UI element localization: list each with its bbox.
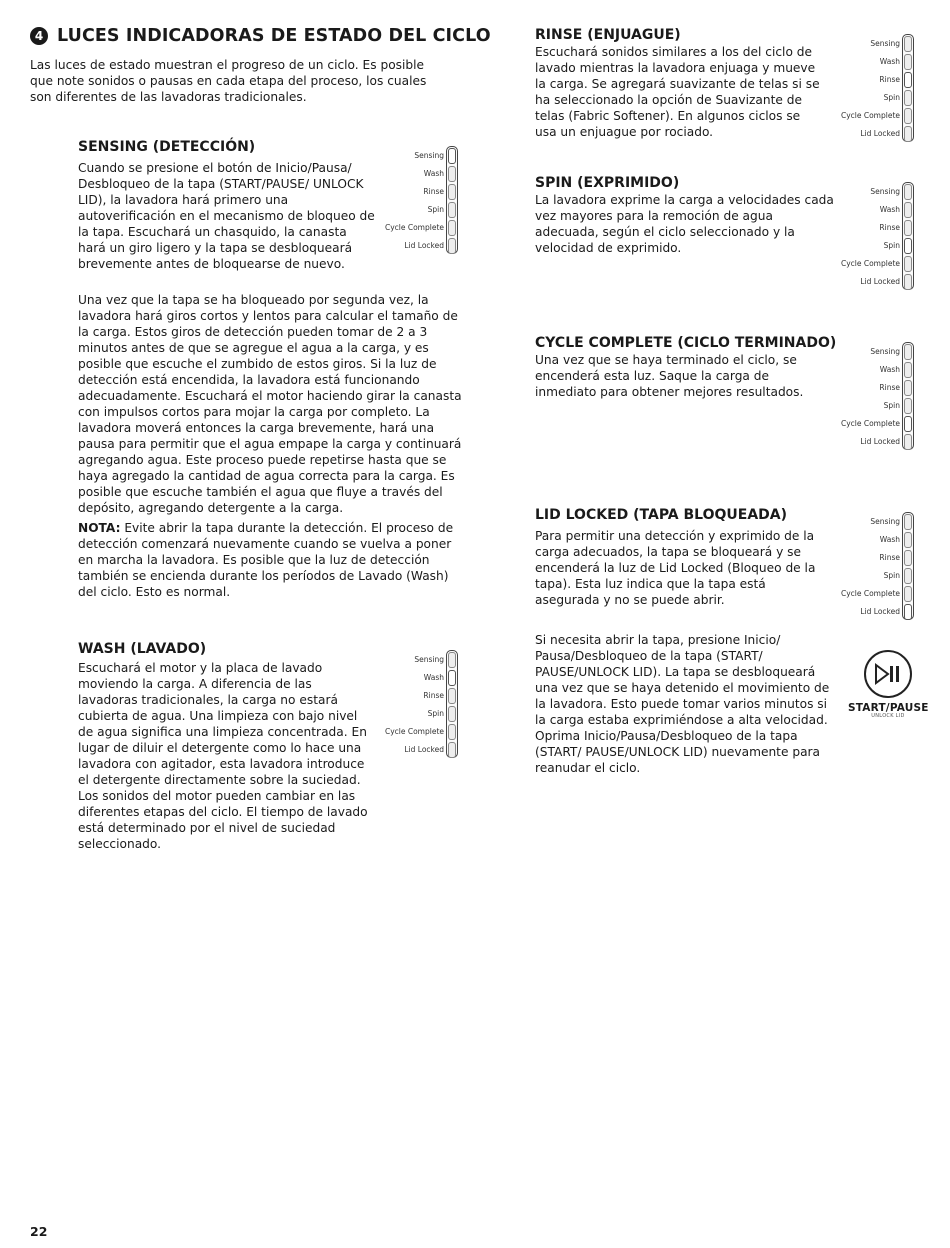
status-light bbox=[904, 126, 912, 142]
status-light bbox=[448, 184, 456, 200]
status-light bbox=[904, 398, 912, 414]
status-label-rinse: Rinse bbox=[879, 382, 900, 392]
rinse-paragraph: Escuchará sonidos similares a los del ciclo de lavado mientras la lavadora enjuaga y mueve la carga. Se agregará suavizante de telas si se ha seleccionado la opción de Suavizante de telas (Fabric Softener). En algunos ciclos se usa un enjuague por rociado. bbox=[535, 45, 820, 139]
status-label-rinse: Rinse bbox=[423, 186, 444, 196]
start-pause-label: START/PAUSE bbox=[848, 702, 929, 714]
status-light bbox=[904, 54, 912, 70]
status-light bbox=[904, 72, 912, 88]
spin-paragraph: La lavadora exprime la carga a velocidades cada vez mayores para la remoción de agua adecuada, según el ciclo seleccionado y la velocidad de exprimido. bbox=[535, 193, 834, 255]
status-light bbox=[448, 706, 456, 722]
status-light bbox=[904, 90, 912, 106]
status-light bbox=[448, 688, 456, 704]
note-text: Evite abrir la tapa durante la detección. El proceso de detección comenzará nuevamente cuando se vuelva a poner en marcha la lavadora. Es posible que la luz de detección también se encienda durante los períodos de Lavado (Wash) del ciclo. Esto es normal. bbox=[78, 521, 454, 599]
status-light bbox=[904, 514, 912, 530]
status-light bbox=[448, 220, 456, 236]
wash-paragraph: Escuchará el motor y la placa de lavado moviendo la carga. A diferencia de las lavadoras tradicionales, la carga no estará cubierta de agua. Una limpieza con bajo nivel de agua significa una limpieza concentrada. En lugar de diluir el detergente como lo hace una lavadora con agitador, esta lavadora introduce el detergente directamente sobre la suciedad. Los sonidos del motor pueden cambiar en las diferentes etapas del ciclo. El tiempo de lavado está determinado por el nivel de suciedad seleccionado. bbox=[78, 661, 368, 851]
status-panel-lid-locked bbox=[826, 512, 914, 620]
status-light bbox=[904, 362, 912, 378]
spin-section bbox=[535, 174, 835, 256]
status-label-wash: Wash bbox=[879, 534, 900, 544]
status-label-wash: Wash bbox=[879, 204, 900, 214]
status-light bbox=[904, 220, 912, 236]
start-pause-illustration bbox=[848, 650, 928, 719]
lid-locked-paragraph-2: Si necesita abrir la tapa, presione Inicio/ Pausa/Desbloqueo de la tapa (START/ PAUSE/UNLOCK LID). La tapa se desbloqueará una vez que se haya detenido el movimiento de la lavadora. Esto puede tomar varios minutos si la carga estaba exprimiéndose a alta velocidad. Oprima Inicio/Pausa/Desbloqueo de la tapa (START/ PAUSE/UNLOCK LID) nuevamente para reanudar el ciclo. bbox=[535, 633, 830, 775]
status-label-spin: Spin bbox=[883, 240, 900, 250]
status-label-wash: Wash bbox=[423, 672, 444, 682]
status-label-rinse: Rinse bbox=[423, 690, 444, 700]
status-label-spin: Spin bbox=[427, 708, 444, 718]
sensing-section-cont bbox=[78, 292, 468, 600]
unlock-lid-sublabel: UNLOCK LID bbox=[871, 713, 905, 719]
status-light bbox=[448, 652, 456, 668]
status-light bbox=[448, 742, 456, 758]
status-light bbox=[904, 586, 912, 602]
lid-locked-title: LID LOCKED (TAPA BLOQUEADA) bbox=[535, 507, 788, 523]
status-label-rinse: Rinse bbox=[879, 74, 900, 84]
lid-locked-section-cont bbox=[535, 632, 835, 776]
play-pause-icon bbox=[864, 650, 912, 698]
step-number-badge: 4 bbox=[30, 27, 48, 45]
status-label-cycle-complete: Cycle Complete bbox=[840, 588, 900, 598]
status-label-cycle-complete: Cycle Complete bbox=[840, 110, 900, 120]
status-panel-cycle-complete bbox=[826, 342, 914, 450]
status-light bbox=[904, 274, 912, 290]
sensing-note bbox=[78, 520, 468, 600]
status-label-cycle-complete: Cycle Complete bbox=[840, 418, 900, 428]
intro-paragraph: Las luces de estado muestran el progreso de un ciclo. Es posible que note sonidos o pausas en cada etapa del proceso, los cuales son diferentes de las lavadoras tradicionales. bbox=[30, 58, 427, 104]
status-label-lid-locked: Lid Locked bbox=[860, 606, 900, 616]
sensing-section bbox=[78, 138, 378, 272]
status-label-rinse: Rinse bbox=[879, 222, 900, 232]
status-label-lid-locked: Lid Locked bbox=[404, 744, 444, 754]
status-label-spin: Spin bbox=[883, 570, 900, 580]
sensing-title: SENSING (DETECCIÓN) bbox=[78, 139, 256, 155]
status-panel-rinse bbox=[826, 34, 914, 142]
cycle-complete-title: CYCLE COMPLETE (CICLO TERMINADO) bbox=[535, 335, 837, 351]
status-panel-spin bbox=[826, 182, 914, 290]
status-light bbox=[448, 238, 456, 254]
section-header bbox=[30, 26, 491, 46]
status-label-sensing: Sensing bbox=[414, 654, 444, 664]
status-label-lid-locked: Lid Locked bbox=[404, 240, 444, 250]
status-label-sensing: Sensing bbox=[414, 150, 444, 160]
status-light bbox=[904, 202, 912, 218]
status-label-sensing: Sensing bbox=[870, 516, 900, 526]
status-light bbox=[904, 434, 912, 450]
status-label-lid-locked: Lid Locked bbox=[860, 436, 900, 446]
status-light bbox=[904, 108, 912, 124]
status-light bbox=[904, 416, 912, 432]
status-light bbox=[448, 202, 456, 218]
spin-title: SPIN (EXPRIMIDO) bbox=[535, 175, 680, 191]
status-light bbox=[904, 568, 912, 584]
status-panel-wash bbox=[370, 650, 458, 758]
status-light bbox=[904, 36, 912, 52]
rinse-title: RINSE (ENJUAGUE) bbox=[535, 27, 681, 43]
status-light bbox=[904, 238, 912, 254]
note-label: NOTA: bbox=[78, 521, 121, 535]
wash-title: WASH (LAVADO) bbox=[78, 641, 207, 657]
page-number: 22 bbox=[30, 1224, 48, 1239]
status-label-spin: Spin bbox=[883, 400, 900, 410]
status-label-spin: Spin bbox=[883, 92, 900, 102]
status-light bbox=[904, 604, 912, 620]
status-light bbox=[448, 166, 456, 182]
cycle-complete-section bbox=[535, 334, 835, 400]
lid-locked-paragraph-1: Para permitir una detección y exprimido de la carga adecuados, la tapa se bloqueará y se encenderá la luz de Lid Locked (Bloqueo de la tapa). Esta luz indica que la tapa está asegurada y no se puede abrir. bbox=[535, 529, 816, 607]
status-light bbox=[904, 532, 912, 548]
status-light bbox=[904, 380, 912, 396]
status-light bbox=[904, 550, 912, 566]
sensing-paragraph-1: Cuando se presione el botón de Inicio/Pausa/ Desbloqueo de la tapa (START/PAUSE/ UNLOCK LID), la lavadora hará primero una autoverificación en el mecanismo de bloqueo de la tapa. Escuchará un chasquido, la canasta hará un giro ligero y la tapa se desbloqueará brevemente antes de bloquearse de nuevo. bbox=[78, 161, 375, 271]
status-label-spin: Spin bbox=[427, 204, 444, 214]
status-light bbox=[448, 724, 456, 740]
wash-section bbox=[78, 640, 378, 852]
sensing-paragraph-2: Una vez que la tapa se ha bloqueado por segunda vez, la lavadora hará giros cortos y lentos para calcular el tamaño de la carga. Estos giros de detección pueden tomar de 2 a 3 minutos antes de que se agregue el agua a la carga, y es posible que escuche el zumbido de estos giros. Si la luz de detección está encendida, la lavadora está funcionando adecuadamente. Escuchará el motor haciendo girar la canasta con impulsos cortos para mojar la carga por completo. La lavadora moverá entonces la carga brevemente, hará una pausa para permitir que el agua empape la carga y continuará agregando agua. Este proceso puede repetirse hasta que se haya agregado la cantidad de agua correcta para la carga. Es posible que escuche también el agua que fluye a través del depósito, agregando detergente a la carga. bbox=[78, 293, 462, 515]
status-light bbox=[904, 256, 912, 272]
status-light bbox=[904, 344, 912, 360]
status-label-wash: Wash bbox=[879, 364, 900, 374]
status-label-lid-locked: Lid Locked bbox=[860, 128, 900, 138]
status-label-rinse: Rinse bbox=[879, 552, 900, 562]
cycle-complete-paragraph: Una vez que se haya terminado el ciclo, se encenderá esta luz. Saque la carga de inmediato para obtener mejores resultados. bbox=[535, 353, 804, 399]
status-light bbox=[904, 184, 912, 200]
status-label-sensing: Sensing bbox=[870, 346, 900, 356]
status-label-sensing: Sensing bbox=[870, 186, 900, 196]
status-panel-sensing bbox=[370, 146, 458, 254]
status-label-cycle-complete: Cycle Complete bbox=[384, 222, 444, 232]
rinse-section bbox=[535, 26, 820, 140]
status-label-lid-locked: Lid Locked bbox=[860, 276, 900, 286]
status-label-sensing: Sensing bbox=[870, 38, 900, 48]
status-label-wash: Wash bbox=[879, 56, 900, 66]
status-light bbox=[448, 148, 456, 164]
page-title: LUCES INDICADORAS DE ESTADO DEL CICLO bbox=[57, 26, 491, 46]
status-label-wash: Wash bbox=[423, 168, 444, 178]
lid-locked-section bbox=[535, 506, 830, 608]
status-light bbox=[448, 670, 456, 686]
status-label-cycle-complete: Cycle Complete bbox=[840, 258, 900, 268]
status-label-cycle-complete: Cycle Complete bbox=[384, 726, 444, 736]
